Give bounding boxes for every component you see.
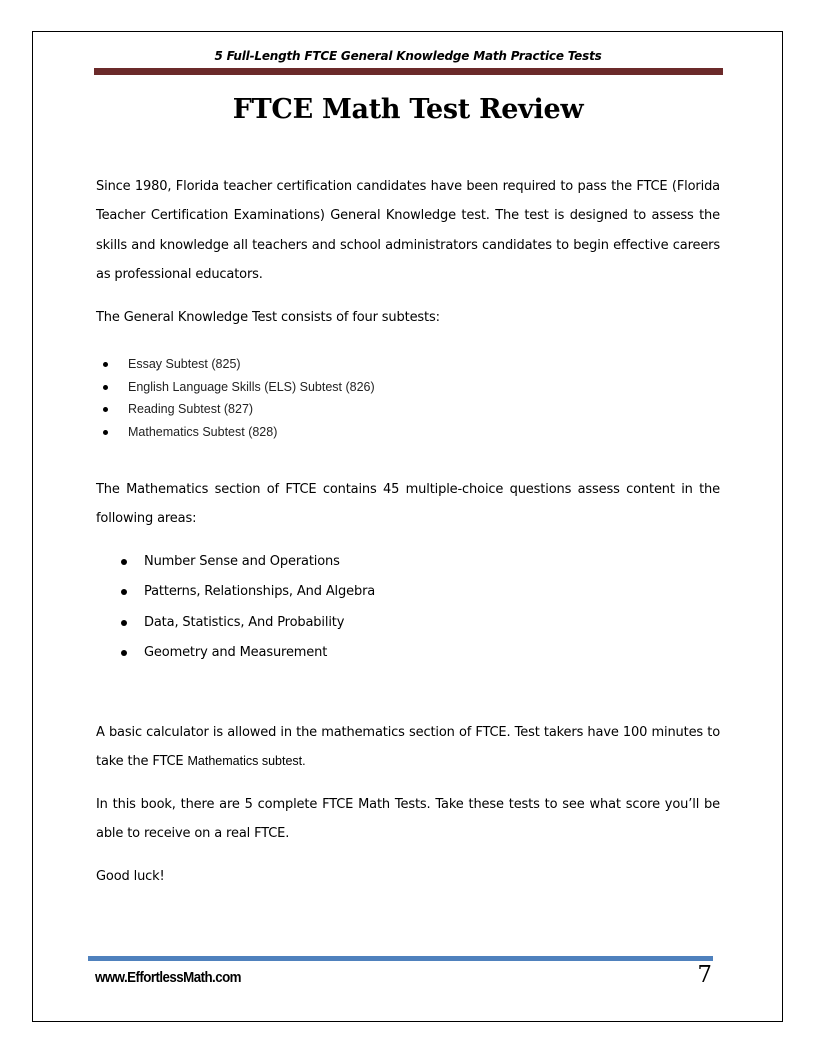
footer-website: www.EffortlessMath.com (95, 970, 241, 986)
subtest-label: English Language Skills (ELS) Subtest (826) (128, 379, 375, 394)
bullet-icon (121, 589, 127, 595)
math-areas-list (96, 547, 375, 668)
area-label: Data, Statistics, And Probability (144, 614, 345, 630)
list-item (96, 353, 375, 376)
area-label: Number Sense and Operations (144, 554, 340, 569)
calculator-text-end: Mathematics subtest. (187, 754, 306, 769)
bullet-icon (103, 407, 108, 412)
bullet-icon (121, 650, 127, 656)
subtests-intro: The General Knowledge Test consists of four subtests: (96, 310, 440, 325)
calculator-text: A basic calculator is allowed in the mathematics section of FTCE. Test takers have 100 minutes to take the FTCE (96, 725, 720, 770)
subtest-label: Reading Subtest (827) (128, 402, 254, 417)
bullet-icon (103, 430, 108, 435)
subtest-label: Essay Subtest (825) (128, 357, 241, 371)
running-header: 5 Full-Length FTCE General Knowledge Math Practice Tests (214, 49, 602, 63)
bullet-icon (103, 362, 108, 367)
subtests-list (96, 353, 375, 444)
calculator-paragraph (96, 718, 720, 777)
bullet-icon (103, 385, 108, 390)
book-paragraph: In this book, there are 5 complete FTCE Math Tests. Take these tests to see what score you’ll be able to receive on a real FTCE. (96, 797, 720, 842)
list-item (96, 638, 375, 668)
footer-rule (88, 956, 713, 961)
page-number: 7 (697, 962, 712, 988)
list-item (96, 547, 375, 577)
bullet-icon (121, 620, 127, 626)
closing-text: Good luck! (96, 869, 165, 884)
list-item (96, 398, 375, 421)
area-label: Geometry and Measurement (144, 644, 328, 660)
area-label: Patterns, Relationships, And Algebra (144, 584, 376, 600)
intro-paragraph: Since 1980, Florida teacher certification candidates have been required to pass the FTCE (Florida Teacher Certification Examinations) General Knowledge test. The test is designed to assess the skills and knowledge all teachers and school administrators candidates to begin effective careers as professional educators. (96, 179, 720, 282)
subtest-label: Mathematics Subtest (828) (128, 425, 278, 440)
list-item (96, 376, 375, 399)
bullet-icon (121, 559, 127, 565)
list-item (96, 608, 375, 638)
page-title: FTCE Math Test Review (232, 94, 584, 125)
header-rule (94, 68, 723, 75)
list-item (96, 577, 375, 607)
math-section-paragraph: The Mathematics section of FTCE contains 45 multiple-choice questions assess content in the following areas: (96, 482, 720, 527)
list-item (96, 421, 375, 444)
